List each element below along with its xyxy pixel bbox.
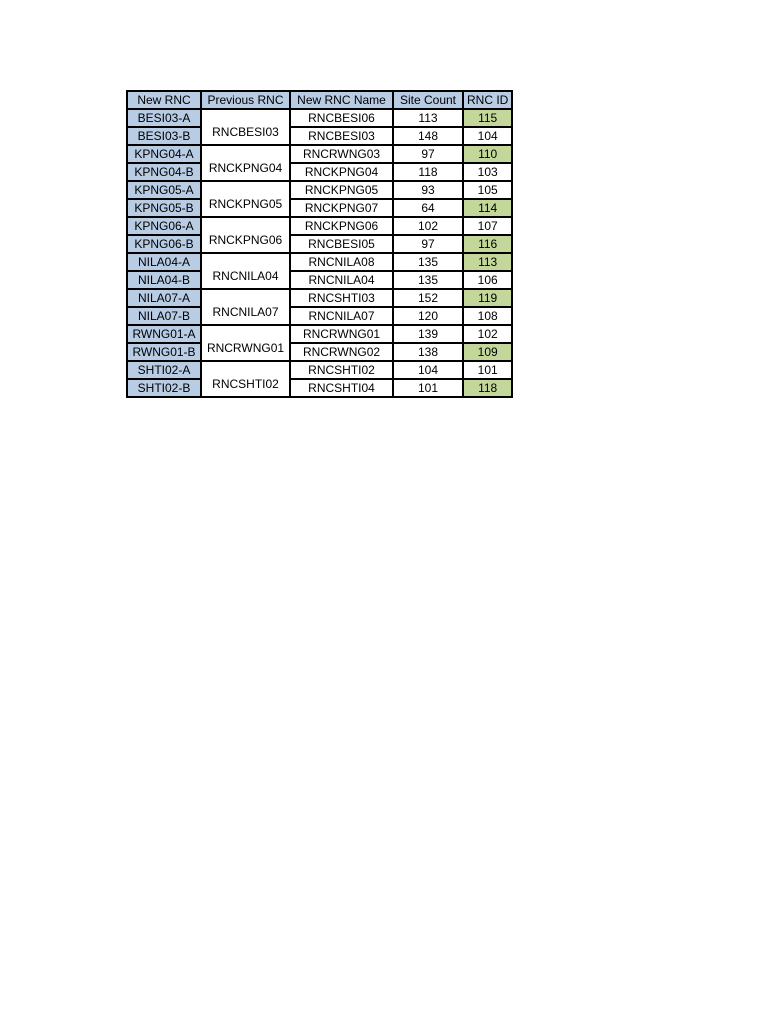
rnc-id-cell: 118 — [463, 379, 512, 397]
site-count-cell: 64 — [393, 199, 463, 217]
site-count-cell: 104 — [393, 361, 463, 379]
new-rnc-cell: BESI03-B — [127, 127, 201, 145]
table-header — [127, 91, 512, 109]
rnc-id-cell: 119 — [463, 289, 512, 307]
table-row — [127, 289, 512, 307]
site-count-cell: 120 — [393, 307, 463, 325]
new-rnc-cell: KPNG04-A — [127, 145, 201, 163]
rnc-id-cell: 110 — [463, 145, 512, 163]
new-rnc-cell: NILA07-B — [127, 307, 201, 325]
new-rnc-name-cell: RNCKPNG04 — [290, 163, 393, 181]
new-rnc-name-cell: RNCRWNG03 — [290, 145, 393, 163]
table-body — [127, 109, 512, 397]
previous-rnc-cell: RNCBESI03 — [201, 109, 290, 145]
header-site-count: Site Count — [393, 91, 463, 109]
rnc-id-cell: 109 — [463, 343, 512, 361]
table-row — [127, 379, 512, 397]
rnc-id-cell: 114 — [463, 199, 512, 217]
site-count-cell: 97 — [393, 145, 463, 163]
new-rnc-name-cell: RNCBESI03 — [290, 127, 393, 145]
previous-rnc-cell: RNCKPNG05 — [201, 181, 290, 217]
header-row — [127, 91, 512, 109]
previous-rnc-cell: RNCKPNG04 — [201, 145, 290, 181]
header-rnc-id: RNC ID — [463, 91, 512, 109]
rnc-id-cell: 105 — [463, 181, 512, 199]
new-rnc-cell: BESI03-A — [127, 109, 201, 127]
new-rnc-name-cell: RNCNILA04 — [290, 271, 393, 289]
rnc-id-cell: 108 — [463, 307, 512, 325]
header-new-rnc-name: New RNC Name — [290, 91, 393, 109]
table-row — [127, 127, 512, 145]
table-row — [127, 253, 512, 271]
new-rnc-cell: NILA04-B — [127, 271, 201, 289]
new-rnc-name-cell: RNCNILA07 — [290, 307, 393, 325]
rnc-id-cell: 116 — [463, 235, 512, 253]
table-row — [127, 199, 512, 217]
new-rnc-cell: RWNG01-A — [127, 325, 201, 343]
new-rnc-cell: RWNG01-B — [127, 343, 201, 361]
new-rnc-cell: KPNG05-A — [127, 181, 201, 199]
new-rnc-name-cell: RNCSHTI03 — [290, 289, 393, 307]
site-count-cell: 97 — [393, 235, 463, 253]
new-rnc-name-cell: RNCSHTI02 — [290, 361, 393, 379]
table-row — [127, 307, 512, 325]
new-rnc-name-cell: RNCKPNG07 — [290, 199, 393, 217]
new-rnc-name-cell: RNCBESI05 — [290, 235, 393, 253]
new-rnc-cell: SHTI02-A — [127, 361, 201, 379]
rnc-id-cell: 113 — [463, 253, 512, 271]
rnc-id-cell: 101 — [463, 361, 512, 379]
new-rnc-name-cell: RNCRWNG01 — [290, 325, 393, 343]
new-rnc-name-cell: RNCBESI06 — [290, 109, 393, 127]
rnc-mapping-table — [126, 90, 513, 398]
table-row — [127, 145, 512, 163]
rnc-id-cell: 106 — [463, 271, 512, 289]
table-row — [127, 109, 512, 127]
table-row — [127, 325, 512, 343]
site-count-cell: 93 — [393, 181, 463, 199]
previous-rnc-cell: RNCRWNG01 — [201, 325, 290, 361]
header-previous-rnc: Previous RNC — [201, 91, 290, 109]
table-row — [127, 217, 512, 235]
site-count-cell: 135 — [393, 253, 463, 271]
header-new-rnc: New RNC — [127, 91, 201, 109]
new-rnc-cell: NILA07-A — [127, 289, 201, 307]
table-row — [127, 343, 512, 361]
new-rnc-name-cell: RNCKPNG05 — [290, 181, 393, 199]
previous-rnc-cell: RNCNILA07 — [201, 289, 290, 325]
previous-rnc-cell: RNCSHTI02 — [201, 361, 290, 397]
new-rnc-cell: KPNG06-A — [127, 217, 201, 235]
new-rnc-name-cell: RNCRWNG02 — [290, 343, 393, 361]
rnc-id-cell: 103 — [463, 163, 512, 181]
site-count-cell: 148 — [393, 127, 463, 145]
table-row — [127, 235, 512, 253]
rnc-id-cell: 107 — [463, 217, 512, 235]
new-rnc-cell: SHTI02-B — [127, 379, 201, 397]
rnc-id-cell: 115 — [463, 109, 512, 127]
new-rnc-name-cell: RNCNILA08 — [290, 253, 393, 271]
site-count-cell: 138 — [393, 343, 463, 361]
rnc-id-cell: 102 — [463, 325, 512, 343]
new-rnc-name-cell: RNCKPNG06 — [290, 217, 393, 235]
table-row — [127, 361, 512, 379]
site-count-cell: 101 — [393, 379, 463, 397]
site-count-cell: 139 — [393, 325, 463, 343]
new-rnc-cell: KPNG05-B — [127, 199, 201, 217]
table-row — [127, 163, 512, 181]
table-row — [127, 181, 512, 199]
new-rnc-name-cell: RNCSHTI04 — [290, 379, 393, 397]
site-count-cell: 135 — [393, 271, 463, 289]
site-count-cell: 102 — [393, 217, 463, 235]
new-rnc-cell: KPNG06-B — [127, 235, 201, 253]
table-row — [127, 271, 512, 289]
previous-rnc-cell: RNCKPNG06 — [201, 217, 290, 253]
previous-rnc-cell: RNCNILA04 — [201, 253, 290, 289]
rnc-id-cell: 104 — [463, 127, 512, 145]
new-rnc-cell: NILA04-A — [127, 253, 201, 271]
new-rnc-cell: KPNG04-B — [127, 163, 201, 181]
site-count-cell: 113 — [393, 109, 463, 127]
site-count-cell: 152 — [393, 289, 463, 307]
site-count-cell: 118 — [393, 163, 463, 181]
